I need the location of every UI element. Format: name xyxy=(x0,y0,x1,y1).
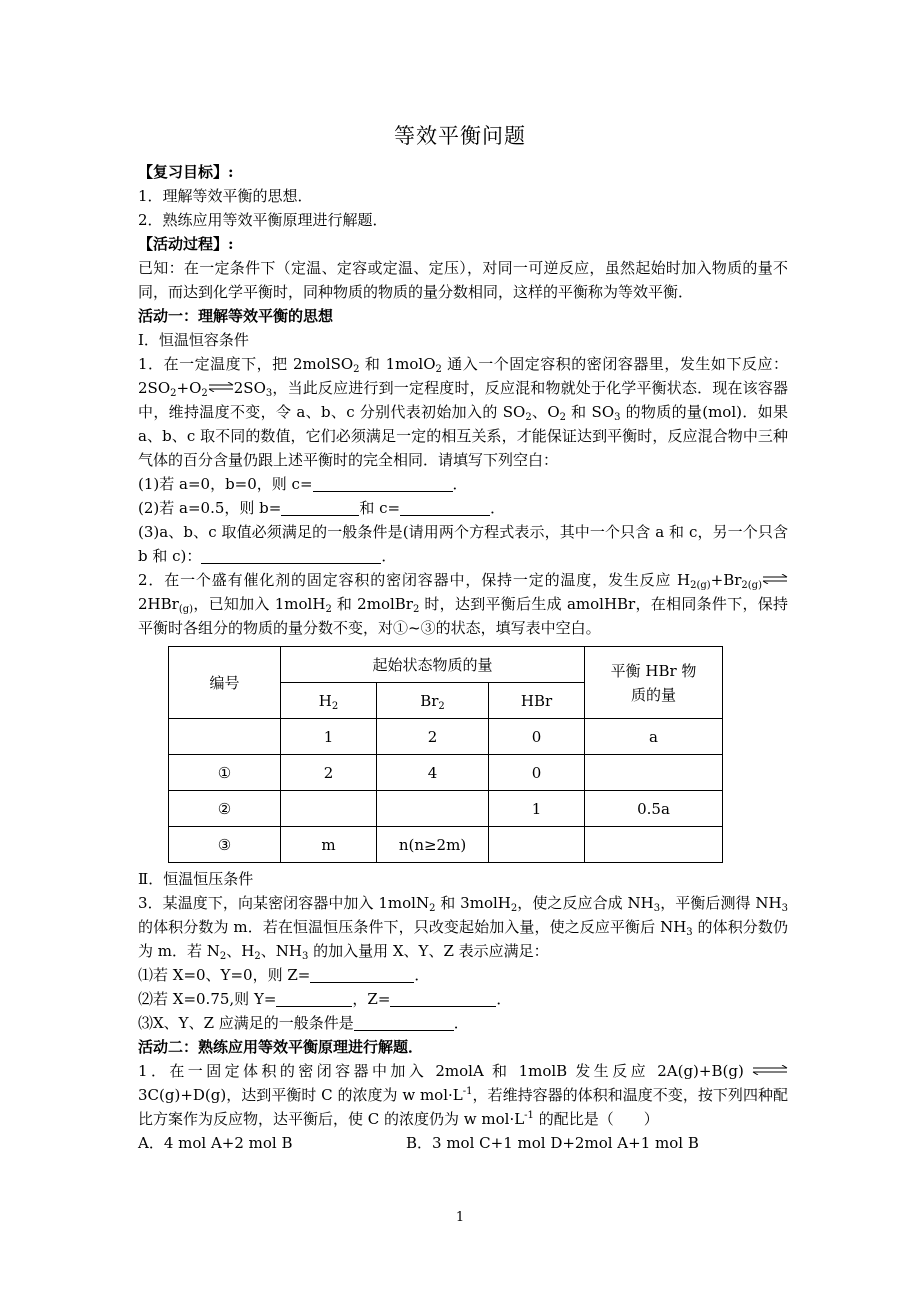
state-table xyxy=(168,646,723,863)
table-row xyxy=(169,827,723,863)
table-cell[interactable] xyxy=(585,755,723,791)
page-title: 等效平衡问题 xyxy=(394,124,526,148)
table-cell: a xyxy=(585,719,723,755)
condition-2: Ⅱ．恒温恒压条件 xyxy=(138,870,254,888)
question-3-part-3: ⑶X、Y、Z 应满足的一般条件是 ． xyxy=(138,1014,469,1032)
table-cell: 4 xyxy=(377,755,489,791)
document-body xyxy=(138,160,788,1155)
table-cell: m xyxy=(281,827,377,863)
answer-blank[interactable] xyxy=(390,990,496,1007)
question-1-part-1: (1)若 a=0，b=0，则 c= ． xyxy=(138,475,468,493)
equilibrium-arrow-icon xyxy=(208,382,234,392)
problem-1: 1．在一固定体积的密闭容器中加入 2molA 和 1molB 发生反应 2A(g)+B(g) 3C(g)+D(g)，达到平衡时 C 的浓度为 w $mol\cdot L^{-1}$，若维持容器的体积和温度不变，按下列四种配比方案作为反应物，达平衡后，使 C 的浓度仍为 w $mol\cdot L^{-1}$ 的配比是（ ） xyxy=(138,1062,788,1128)
table-cell: ③ xyxy=(169,827,281,863)
table-cell: 0.5a xyxy=(585,791,723,827)
answer-blank[interactable] xyxy=(310,966,414,983)
table-cell: 2 xyxy=(377,719,489,755)
question-3-part-1: ⑴若 X=0、Y=0，则 Z= ． xyxy=(138,966,430,984)
table-header-hbr: HBr xyxy=(489,683,585,719)
table-cell: 0 xyxy=(489,755,585,791)
table-row xyxy=(169,755,723,791)
table-cell: 0 xyxy=(489,719,585,755)
activity2-heading: 活动二：熟练应用等效平衡原理进行解题． xyxy=(138,1038,424,1056)
option-b[interactable]: B．3 mol C+1 mol D+2mol A+1 mol B xyxy=(406,1134,699,1152)
table-header-group: 起始状态物质的量 xyxy=(281,647,585,683)
answer-blank[interactable] xyxy=(354,1014,454,1031)
question-1-part-3: (3)a、b、c 取值必须满足的一般条件是(请用两个方程式表示，其中一个只含 a 和 c，另一个只含 b 和 c)： ． xyxy=(138,523,788,565)
condition-1: Ⅰ．恒温恒容条件 xyxy=(138,331,249,349)
table-header-br2: $Br_2$ xyxy=(377,683,489,719)
question-1: 1．在一定温度下，把 2molSO$_2$ 和 1molO$_2$ 通入一个固定容积的密闭容器里，发生如下反应：$2SO_2+O_2$ $2SO_3$，当此反应进行到一定程度时，反应混和物就处于化学平衡状态．现在该容器中，维持温度不变，令 a、b、c 分别代表初始加入的 $SO_2$、$O_2$ 和 $SO_3$ 的物质的量(mol)．如果 a、b、c 取不同的数值，它们必须满足一定的相互关系，才能保证达到平衡时，反应混合物中三种气体的百分含量仍跟上述平衡时的完全相同．请填写下列空白： xyxy=(138,355,788,469)
intro-paragraph: 已知：在一定条件下（定温、定容或定温、定压），对同一可逆反应，虽然起始时加入物质的量不同，而达到化学平衡时，同种物质的物质的量分数相同，这样的平衡称为等效平衡． xyxy=(138,259,788,301)
table-header-equilibrium: 平衡 HBr 物质的量 xyxy=(585,647,723,719)
answer-blank[interactable] xyxy=(313,475,453,492)
table-cell: n(n≥2m) xyxy=(377,827,489,863)
page-number: 1 xyxy=(455,1210,465,1225)
table-cell[interactable] xyxy=(377,791,489,827)
equilibrium-arrow-icon xyxy=(752,1065,788,1075)
table-row xyxy=(169,791,723,827)
table-cell: 1 xyxy=(489,791,585,827)
review-item-1: 1．理解等效平衡的思想． xyxy=(138,187,313,205)
activity1-heading: 活动一：理解等效平衡的思想 xyxy=(138,307,334,325)
table-cell: ② xyxy=(169,791,281,827)
table-cell[interactable] xyxy=(585,827,723,863)
answer-blank[interactable] xyxy=(201,547,381,564)
table-header-h2: $H_2$ xyxy=(281,683,377,719)
answer-blank[interactable] xyxy=(281,499,359,516)
table-cell: 2 xyxy=(281,755,377,791)
table-cell: ① xyxy=(169,755,281,791)
answer-blank[interactable] xyxy=(276,990,352,1007)
review-item-2: 2．熟练应用等效平衡原理进行解题． xyxy=(138,211,388,229)
table-row xyxy=(169,719,723,755)
review-heading: 【复习目标】: xyxy=(138,163,234,181)
equilibrium-arrow-icon xyxy=(762,574,788,584)
table-cell[interactable] xyxy=(281,791,377,827)
option-a[interactable]: A．4 mol A+2 mol B xyxy=(138,1134,293,1152)
process-heading: 【活动过程】: xyxy=(138,235,234,253)
question-3: 3．某温度下，向某密闭容器中加入 1molN$_2$ 和 3molH$_2$，使之反应合成 $NH_3$，平衡后测得 $NH_3$ 的体积分数为 m．若在恒温恒压条件下，只改变起始加入量，使之反应平衡后 $NH_3$ 的体积分数仍为 m．若 $N_2$、$H_2$、$NH_3$ 的加入量用 X、Y、Z 表示应满足： xyxy=(138,894,788,962)
question-1-part-2: (2)若 a=0.5，则 b= 和 c= ． xyxy=(138,499,506,517)
table-cell[interactable] xyxy=(489,827,585,863)
table-cell xyxy=(169,719,281,755)
question-3-part-2: ⑵若 X=0.75,则 Y= ，Z= ． xyxy=(138,990,512,1008)
question-2: 2．在一个盛有催化剂的固定容积的密闭容器中，保持一定的温度，发生反应 $H_{2(g)}+Br_{2(g)}2HBr_{(g)}$，已知加入 1molH$_2$ 和 2molBr$_2$ 时，达到平衡后生成 amolHBr，在相同条件下，保持平衡时各组分的物质的量分数不变，对①~③的状态，填写表中空白。 xyxy=(138,571,788,637)
table-header-id: 编号 xyxy=(169,647,281,719)
table-cell: 1 xyxy=(281,719,377,755)
choices-row xyxy=(138,1131,788,1155)
answer-blank[interactable] xyxy=(400,499,490,516)
